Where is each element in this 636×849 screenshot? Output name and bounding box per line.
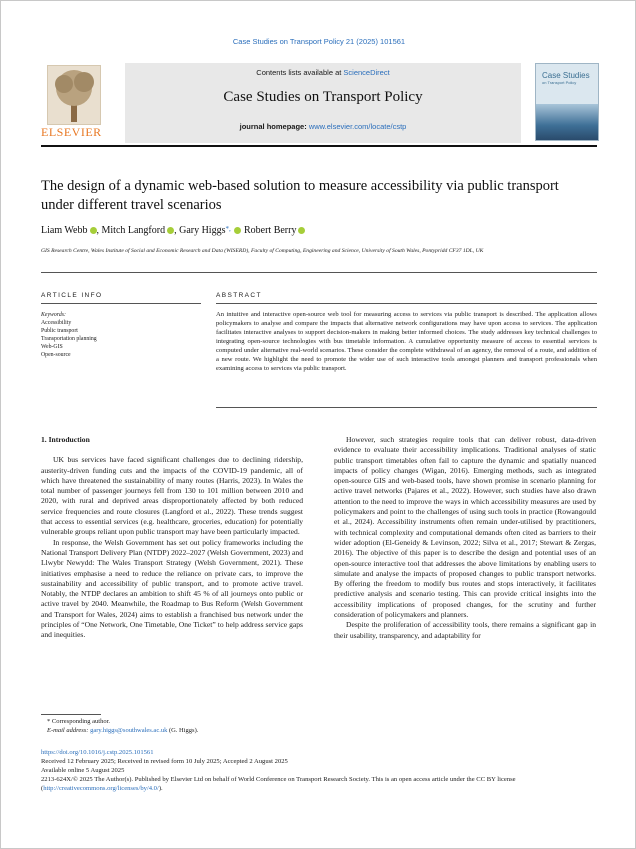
email-line: [47, 726, 198, 735]
keyword: Open-source: [41, 352, 71, 358]
keywords-label: Keywords:: [41, 312, 66, 318]
article-history: Received 12 February 2025; Received in revised form 10 July 2025; Accepted 2 August 2025: [41, 758, 288, 765]
article-info-heading: ARTICLE INFO: [41, 292, 103, 299]
sciencedirect-link[interactable]: ScienceDirect: [343, 68, 390, 77]
author-name[interactable]: Gary Higgs: [179, 225, 226, 236]
email-link[interactable]: gary.higgs@southwales.ac.uk: [90, 727, 168, 734]
body-paragraph: UK bus services have faced significant challenges due to declining ridership, austerity-driven funding cuts and the impacts of the COVID-19 pandemic, all of which have threatened the sustainability of many routes (Harris, 2023). In Wales the total number of passenger journeys fell from 130 to 101 million between 2010 and 2020, with rural and deprived areas disproportionately affected by both reduced service frequencies and route closures (Langford et al., 2022). These trends suggest that access to essential services (e.g. healthcare, groceries, education) for potentially vulnerable groups reliant upon public transport may have been particularly impacted.: [41, 455, 303, 537]
author-separator: ,: [96, 225, 102, 236]
homepage-line: [125, 122, 521, 131]
email-label: E-mail address:: [47, 727, 91, 734]
license-link[interactable]: http://creativecommons.org/licenses/by/4.0/: [43, 785, 159, 792]
author-affiliation: GIS Research Centre, Wales Institute of Social and Economic Research and Data (WISERD), Faculty of Computing, Engineering and Science, University of South Wales, Pontypridd CF37 1DL, UK: [41, 248, 484, 254]
footnote: [47, 717, 198, 735]
divider: [41, 303, 201, 304]
article-title: The design of a dynamic web-based solution to measure accessibility via public transport under different travel scenarios: [41, 178, 559, 213]
body-paragraph: However, such strategies require tools that can deliver robust, data-driven evidence to evaluate their accessibility implications. Traditional analyses of static public transport timetables often fail to capture the dynamic and spatially nuanced impacts of policy changes (Wigan, 2016). Emerging methods, such as integrated open-source GIS and web-based tools, have shown promise in scenario planning for active travel networks (Pajares et al., 2022). However, such studies have also drawn attention to the need to improve the ways in which accessibility measures are used by policymakers and point to the challenges of using such tools in practice (Rowangould et al., 2024). Accessibility instruments often remain under-utilised by practitioners, with technical complexity and computational demands often cited as barriers to their wider adoption (El-Geneidy & Levinson, 2022; Silva et al., 2017; Stewart & Zergas, 2016). The objective of this paper is to describe the design and potential uses of an open-source interactive tool that addresses the above limitations by enabling users to simulate and analyse the impacts of proposed changes to public transport networks. By offering the freedom to modify bus routes and stops interactively, it facilitates predictive analysis and scenario testing. This can provide critical insights into the accessibility implications of proposed changes, for the scrutiny and further consideration of policymakers and planners.: [334, 435, 596, 620]
journal-header: [41, 63, 597, 143]
body-paragraph: In response, the Welsh Government has set out policy frameworks including the National Transport Delivery Plan (NTDP) 2022–2027 (Welsh Government, 2023) and Llwybr Newydd: The Wales Transport Strategy (Welsh Government, 2021). These initiatives emphasise a need to reduce the reliance on private cars, to improve the sustainability and accessibility of public transport, and to promote active travel. Notably, the NTDP declares an ambition to shift 45 % of all journeys onto public or active travel by 2040. Meanwhile, the Roadmap to Bus Reform (Welsh Government and Transport for Wales, 2024) aims to establish a franchised bus network under the principles of “One Network, One Timetable, One Ticket” to help address service gaps and inequities.: [41, 537, 303, 640]
journal-banner: [125, 63, 521, 143]
publication-info: [41, 748, 597, 793]
header-divider: [41, 145, 597, 147]
author-separator: ,: [174, 225, 180, 236]
divider: [216, 303, 597, 304]
abstract-heading: ABSTRACT: [216, 292, 262, 299]
keyword: Web-GIS: [41, 344, 63, 350]
section-heading: 1. Introduction: [41, 435, 90, 444]
keyword: Transportation planning: [41, 336, 97, 342]
license-statement: [41, 775, 597, 793]
corresponding-author-note: * Corresponding author.: [47, 718, 111, 725]
contents-prefix: Contents lists available at: [256, 68, 344, 77]
body-paragraph: Despite the proliferation of accessibility tools, there remains a significant gap in their usability, transparency, and adaptability for: [334, 620, 596, 640]
divider: [216, 407, 597, 408]
online-date: Available online 5 August 2025: [41, 767, 125, 774]
author-separator: *,: [225, 225, 233, 233]
keywords-block: [41, 311, 97, 359]
cover-subtitle: on Transport Policy: [542, 80, 577, 85]
homepage-prefix: journal homepage:: [239, 122, 309, 131]
journal-name: Case Studies on Transport Policy: [223, 89, 423, 105]
journal-citation[interactable]: Case Studies on Transport Policy 21 (2025) 101561: [232, 37, 406, 46]
cover-title: Case Studies: [542, 71, 590, 80]
footnote-divider: [41, 714, 101, 715]
doi-link[interactable]: https://doi.org/10.1016/j.cstp.2025.101561: [41, 749, 154, 756]
orcid-icon[interactable]: [90, 227, 97, 234]
license-end: ).: [158, 785, 163, 792]
email-suffix: (G. Higgs).: [167, 727, 199, 734]
keyword: Accessibility: [41, 320, 72, 326]
contents-line: [125, 68, 521, 77]
elsevier-logo[interactable]: [41, 63, 105, 139]
elsevier-tree-icon: [47, 65, 101, 125]
body-column-right: [334, 435, 596, 641]
cover-image: [536, 104, 598, 140]
author-list: [41, 225, 305, 236]
author-name[interactable]: Mitch Langford: [101, 225, 166, 236]
keyword: Public transport: [41, 328, 78, 334]
author-name[interactable]: Liam Webb: [41, 225, 88, 236]
journal-cover-thumbnail[interactable]: [535, 63, 599, 141]
divider: [41, 272, 597, 273]
orcid-icon[interactable]: [298, 227, 305, 234]
abstract-text: An intuitive and interactive open-source web tool for measuring access to services via public transport is described. The application allows policymakers to analyse and compare the impacts that alternative network configurations may have upon access to services. The application facilitates interactive analyses to support decision-makers in making better informed choices. The study addresses key technical challenges to integrating open-source technologies with bus timetable information. A cumulative opportunity measure of access to essential services is computed under alternative real-world scenarios. These consider the complete withdrawal of an agency, the removal of a route, and addition of a new route. We highlight the need to promote the wider use of such interactive tools amongst planners and transport professionals when examining access to services via public transport.: [216, 311, 597, 372]
license-text: 2213-624X/© 2025 The Author(s). Published by Elsevier Ltd on behalf of World Conference on Transport Research Society. This is an open access article under the CC BY license (: [41, 776, 516, 792]
author-name[interactable]: Robert Berry: [243, 225, 297, 236]
orcid-icon[interactable]: [234, 227, 241, 234]
publisher-name: ELSEVIER: [41, 125, 102, 139]
body-column-left: [41, 435, 303, 641]
journal-homepage-link[interactable]: www.elsevier.com/locate/cstp: [308, 122, 407, 131]
